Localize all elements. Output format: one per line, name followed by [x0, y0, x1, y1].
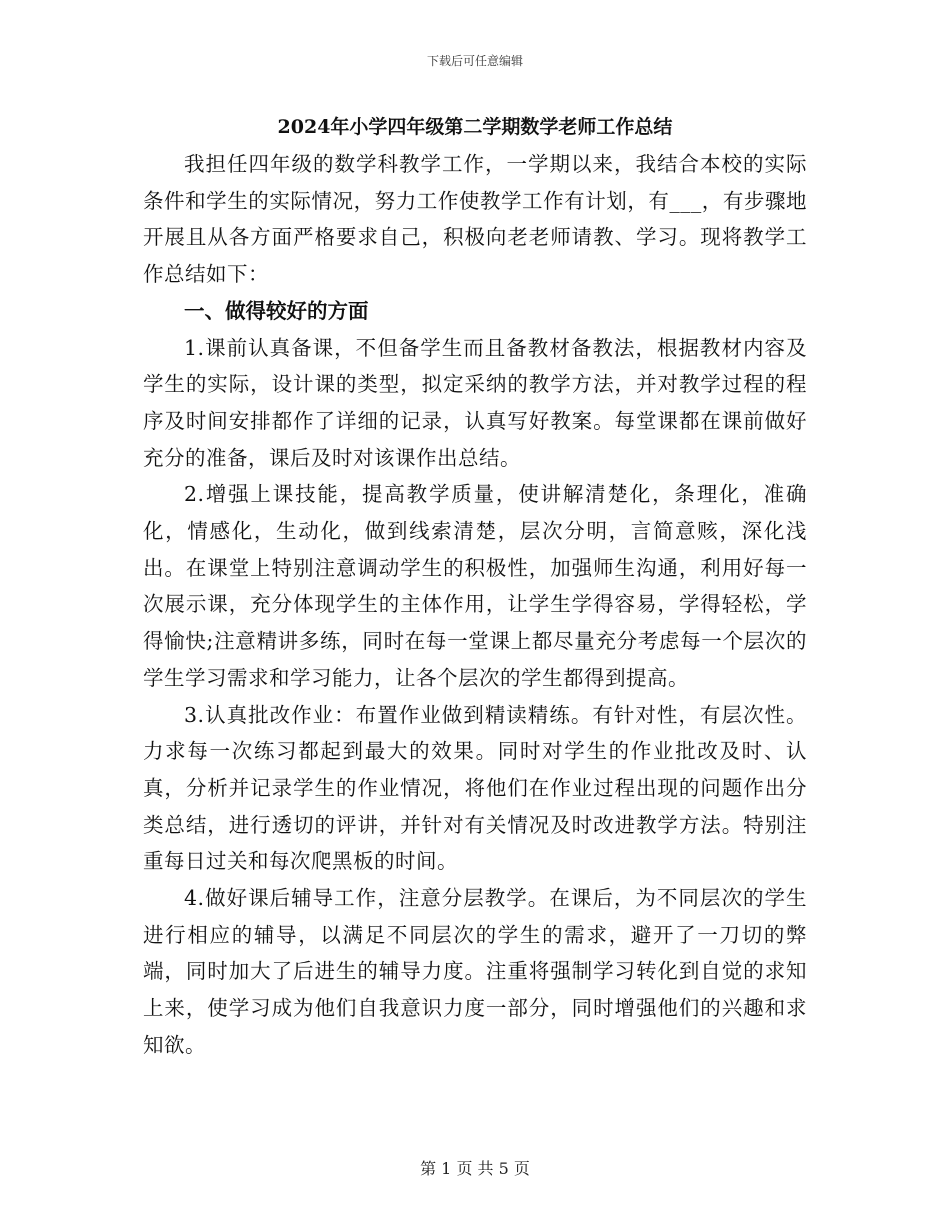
document-body	[143, 146, 807, 1064]
intro-paragraph: 我担任四年级的数学科教学工作，一学期以来，我结合本校的实际条件和学生的实际情况，努力工作使教学工作有计划，有___，有步骤地开展且从各方面严格要求自己，积极向老老师请教、学习。现将教学工作总结如下：	[143, 152, 807, 287]
document-title: 2024年小学四年级第二学期数学老师工作总结	[277, 116, 673, 138]
section-heading: 一、做得较好的方面	[184, 298, 369, 323]
list-item: 1.课前认真备课，不但备学生而且备教材备教法，根据教材内容及学生的实际，设计课的类型，拟定采纳的教学方法，并对教学过程的程序及时间安排都作了详细的记录，认真写好教案。每堂课都在课前做好充分的准备，课后及时对该课作出总结。	[143, 335, 807, 470]
list-item: 3.认真批改作业：布置作业做到精读精练。有针对性，有层次性。力求每一次练习都起到最大的效果。同时对学生的作业批改及时、认真，分析并记录学生的作业情况，将他们在作业过程出现的问题作出分类总结，进行透切的评讲，并针对有关情况及时改进教学方法。特别注重每日过关和每次爬黑板的时间。	[143, 702, 807, 874]
list-item: 2.增强上课技能，提高教学质量，使讲解清楚化，条理化，准确化，情感化，生动化，做到线索清楚，层次分明，言简意赅，深化浅出。在课堂上特别注意调动学生的积极性，加强师生沟通，利用好每一次展示课，充分体现学生的主体作用，让学生学得容易，学得轻松，学得愉快;注意精讲多练，同时在每一堂课上都尽量充分考虑每一个层次的学生学习需求和学习能力，让各个层次的学生都得到提高。	[143, 482, 807, 690]
list-item: 4.做好课后辅导工作，注意分层教学。在课后，为不同层次的学生进行相应的辅导，以满足不同层次的学生的需求，避开了一刀切的弊端，同时加大了后进生的辅导力度。注重将强制学习转化到自觉的求知上来，使学习成为他们自我意识力度一部分，同时增强他们的兴趣和求知欲。	[143, 886, 807, 1057]
page-header-note: 下载后可任意编辑	[426, 54, 523, 68]
page-number: 第 1 页 共 5 页	[420, 1159, 530, 1178]
